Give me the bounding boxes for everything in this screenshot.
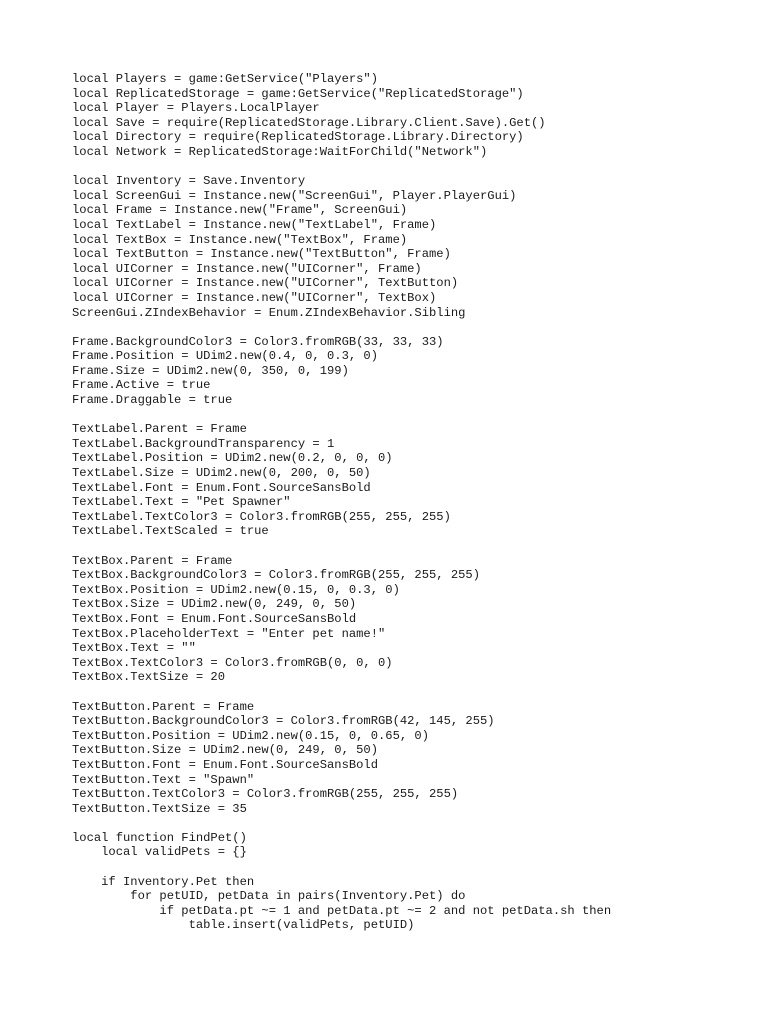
code-line: Frame.BackgroundColor3 = Color3.fromRGB(33, 33, 33): [72, 334, 444, 349]
code-line: local ScreenGui = Instance.new("ScreenGui", Player.PlayerGui): [72, 188, 517, 203]
code-line: TextLabel.TextScaled = true: [72, 524, 269, 539]
code-line: local UICorner = Instance.new("UICorner", TextBox): [72, 290, 437, 305]
code-line: TextBox.Text = "": [72, 641, 196, 656]
code-line: local Directory = require(ReplicatedStorage.Library.Directory): [72, 130, 524, 145]
code-line: local Network = ReplicatedStorage:WaitForChild("Network"): [72, 144, 488, 159]
blank-line: [72, 860, 611, 875]
code-line: TextButton.Font = Enum.Font.SourceSansBold: [72, 757, 378, 772]
code-line: local TextBox = Instance.new("TextBox", Frame): [72, 232, 408, 247]
code-line: TextButton.Text = "Spawn": [72, 772, 255, 787]
code-line: TextLabel.Position = UDim2.new(0.2, 0, 0, 0): [72, 451, 393, 466]
code-line: TextLabel.Font = Enum.Font.SourceSansBold: [72, 480, 371, 495]
code-line: local function FindPet(): [72, 830, 247, 845]
code-line: local ReplicatedStorage = game:GetService("ReplicatedStorage"): [72, 86, 524, 101]
code-line: local Inventory = Save.Inventory: [72, 174, 306, 189]
blank-line: [72, 539, 611, 554]
code-block: [72, 72, 611, 933]
code-line: TextBox.PlaceholderText = "Enter pet name!": [72, 626, 386, 641]
code-line: TextBox.Size = UDim2.new(0, 249, 0, 50): [72, 597, 357, 612]
code-line: TextButton.TextSize = 35: [72, 801, 247, 816]
code-line: TextBox.TextSize = 20: [72, 670, 225, 685]
code-line: TextButton.Position = UDim2.new(0.15, 0, 0.65, 0): [72, 728, 429, 743]
code-line: TextBox.Parent = Frame: [72, 553, 233, 568]
code-line: TextLabel.Size = UDim2.new(0, 200, 0, 50): [72, 466, 371, 481]
code-line: TextButton.Size = UDim2.new(0, 249, 0, 50): [72, 743, 378, 758]
code-line: local TextLabel = Instance.new("TextLabel", Frame): [72, 217, 437, 232]
blank-line: [72, 160, 611, 175]
code-line: TextBox.Font = Enum.Font.SourceSansBold: [72, 611, 357, 626]
code-line: TextButton.TextColor3 = Color3.fromRGB(255, 255, 255): [72, 787, 459, 802]
code-line: TextBox.Position = UDim2.new(0.15, 0, 0.3, 0): [72, 582, 400, 597]
code-line: local Save = require(ReplicatedStorage.Library.Client.Save).Get(): [72, 115, 546, 130]
code-line: TextBox.BackgroundColor3 = Color3.fromRGB(255, 255, 255): [72, 568, 480, 583]
blank-line: [72, 685, 611, 700]
code-line: TextLabel.Text = "Pet Spawner": [72, 495, 291, 510]
code-line: if Inventory.Pet then: [72, 874, 255, 889]
code-line: local TextButton = Instance.new("TextButton", Frame): [72, 247, 451, 262]
code-line: local Frame = Instance.new("Frame", ScreenGui): [72, 203, 408, 218]
code-line: local UICorner = Instance.new("UICorner", TextButton): [72, 276, 459, 291]
code-line: if petData.pt ~= 1 and petData.pt ~= 2 and not petData.sh then: [72, 903, 612, 918]
code-line: local Player = Players.LocalPlayer: [72, 101, 320, 116]
blank-line: [72, 408, 611, 423]
code-line: table.insert(validPets, petUID): [72, 918, 415, 933]
code-line: TextLabel.BackgroundTransparency = 1: [72, 436, 335, 451]
code-line: TextLabel.Parent = Frame: [72, 422, 247, 437]
code-line: local Players = game:GetService("Players"): [72, 72, 378, 86]
code-line: Frame.Size = UDim2.new(0, 350, 0, 199): [72, 363, 349, 378]
code-line: TextBox.TextColor3 = Color3.fromRGB(0, 0, 0): [72, 655, 393, 670]
blank-line: [72, 816, 611, 831]
code-line: TextButton.BackgroundColor3 = Color3.fromRGB(42, 145, 255): [72, 714, 495, 729]
code-line: for petUID, petData in pairs(Inventory.Pet) do: [72, 889, 466, 904]
code-line: TextButton.Parent = Frame: [72, 699, 255, 714]
blank-line: [72, 320, 611, 335]
code-line: local UICorner = Instance.new("UICorner", Frame): [72, 261, 422, 276]
code-line: Frame.Active = true: [72, 378, 211, 393]
code-line: local validPets = {}: [72, 845, 247, 860]
code-line: TextLabel.TextColor3 = Color3.fromRGB(255, 255, 255): [72, 509, 451, 524]
code-line: Frame.Draggable = true: [72, 393, 233, 408]
code-line: ScreenGui.ZIndexBehavior = Enum.ZIndexBehavior.Sibling: [72, 305, 466, 320]
code-line: Frame.Position = UDim2.new(0.4, 0, 0.3, 0): [72, 349, 378, 364]
